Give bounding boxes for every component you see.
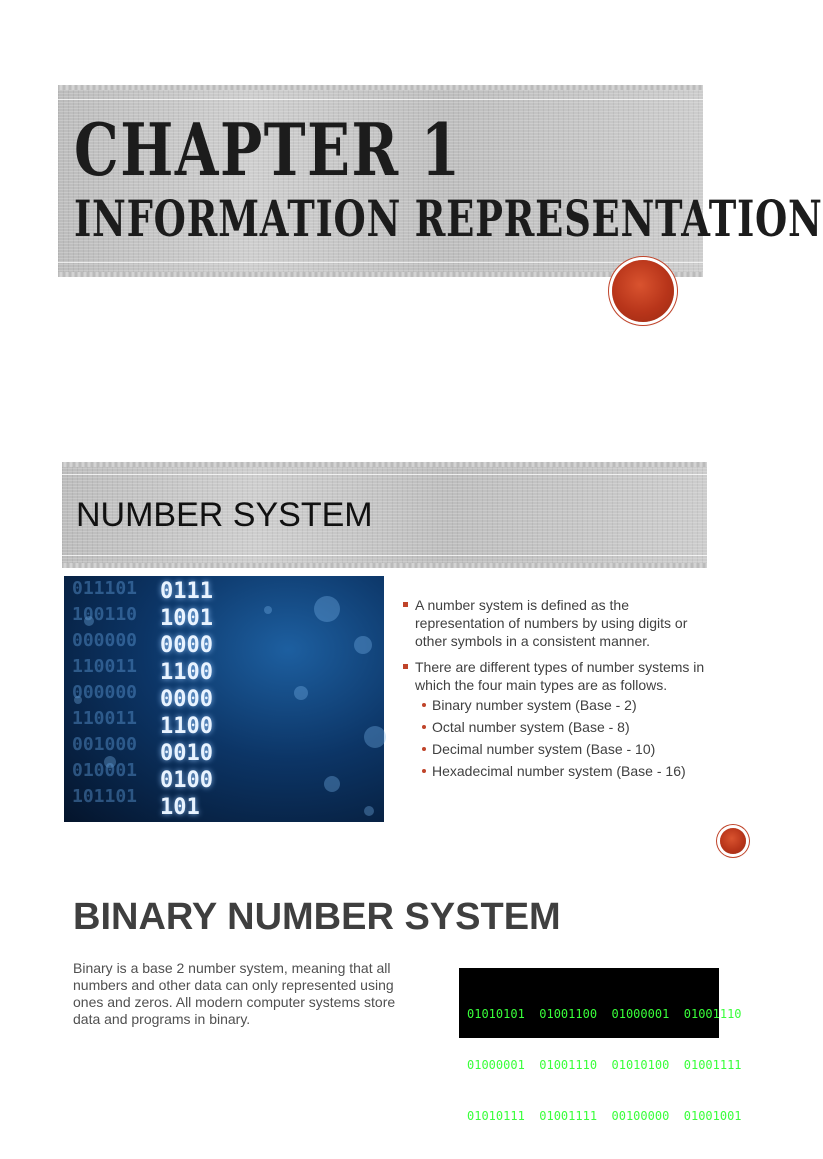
bullet-item: A number system is defined as the representation of numbers by using digits or other symbols in a consistent manner. — [402, 596, 722, 650]
bokeh-dot — [314, 596, 340, 622]
slide-binary-number-system — [0, 860, 768, 1123]
sub-bullet-item: Decimal number system (Base - 10) — [402, 740, 722, 758]
binary-digits-faint: 011101 100110 000000 110011 000000 110011 001000 010001 101101 — [72, 578, 138, 807]
bokeh-dot — [324, 776, 340, 792]
sub-bullet-item: Octal number system (Base - 8) — [402, 718, 722, 736]
section-banner — [62, 462, 707, 568]
sub-bullet-item: Hexadecimal number system (Base - 16) — [402, 762, 722, 780]
section-title: NUMBER SYSTEM — [76, 496, 373, 534]
bokeh-dot — [294, 686, 308, 700]
sub-bullet-item: Binary number system (Base - 2) — [402, 696, 722, 714]
red-circle-icon — [612, 260, 674, 322]
slide-title: BINARY NUMBER SYSTEM — [73, 896, 561, 938]
bokeh-dot — [364, 726, 386, 748]
bullet-item: There are different types of number systems in which the four main types are as follows. — [402, 658, 722, 694]
binary-row: 01010101 01001100 01000001 01001110 — [467, 1007, 742, 1021]
bokeh-dot — [354, 636, 372, 654]
chapter-subtitle: INFORMATION REPRESENTATION — [74, 189, 823, 248]
binary-digits-bright: 0111 1001 0000 1100 0000 1100 0010 0100 101 — [160, 579, 213, 820]
banner-line — [62, 474, 707, 475]
red-circle-icon — [720, 828, 746, 854]
banner-line — [62, 555, 707, 556]
bullet-list — [402, 596, 722, 784]
binary-row: 01010111 01001111 00100000 01001001 — [467, 1109, 742, 1123]
body-text: Binary is a base 2 number system, meaning that all numbers and other data can only represented using ones and zeros. All modern computer systems store data and programs in binary. — [73, 960, 396, 1027]
banner-line — [58, 262, 703, 263]
bokeh-dot — [364, 806, 374, 816]
binary-digits-image — [64, 576, 384, 822]
chapter-title: CHAPTER 1 — [74, 107, 462, 192]
title-banner — [58, 85, 823, 277]
bokeh-dot — [264, 606, 272, 614]
binary-row: 01000001 01001110 01010100 01001111 — [467, 1058, 742, 1072]
binary-code-image — [459, 968, 742, 1123]
slide-chapter-title — [0, 0, 823, 440]
banner-line — [58, 99, 703, 100]
slide-number-system — [0, 440, 768, 860]
